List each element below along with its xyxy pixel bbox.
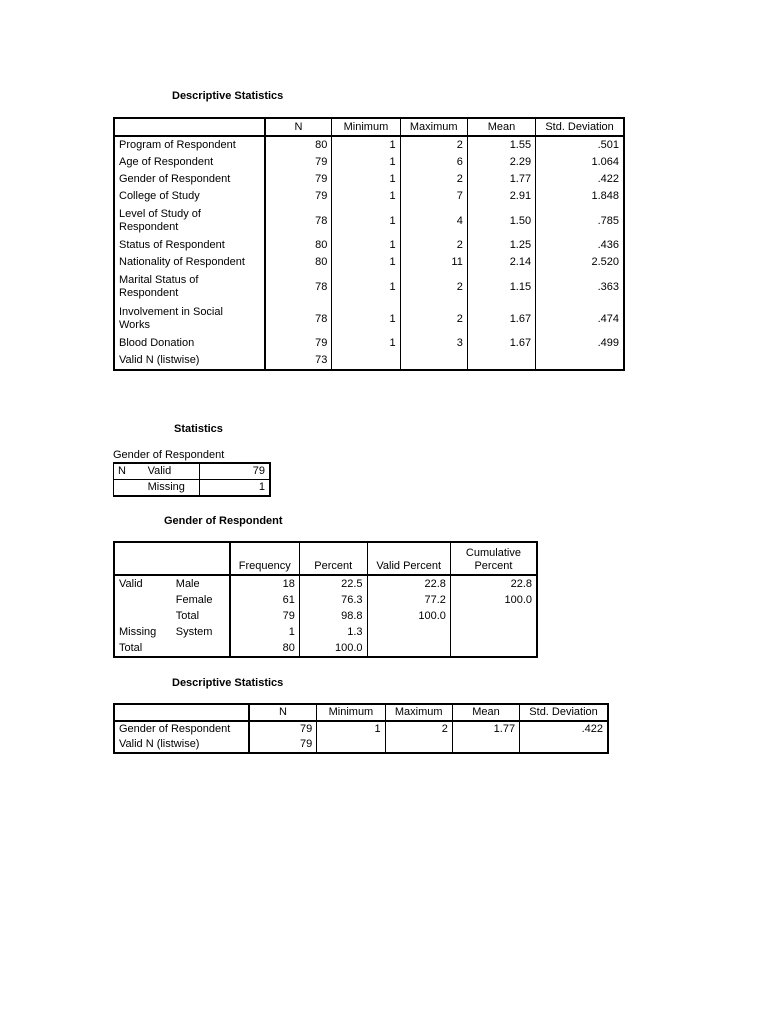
- header-corner: [114, 118, 265, 136]
- cell-sd: [520, 737, 608, 753]
- cell-valid-percent: 77.2: [367, 592, 450, 608]
- cell-sd: [536, 352, 624, 370]
- cell-mean: 1.77: [452, 721, 519, 737]
- cell-percent: 22.5: [299, 575, 367, 592]
- cell-max: [385, 737, 452, 753]
- header-corner: [114, 704, 249, 721]
- cell-n: 79: [265, 154, 332, 171]
- cell-mean: 1.15: [467, 271, 535, 303]
- cell-valid-percent: 100.0: [367, 608, 450, 624]
- n-label-spacer: [114, 480, 144, 497]
- row-group: [114, 608, 172, 624]
- cell-percent: 100.0: [299, 640, 367, 657]
- cell-max: 7: [400, 188, 467, 205]
- table-row: [114, 271, 624, 303]
- table-row: [114, 136, 624, 154]
- row-label: Blood Donation: [114, 335, 265, 352]
- col-header-valid-percent: Valid Percent: [367, 542, 450, 575]
- table-row: [114, 592, 537, 608]
- cell-mean: 2.91: [467, 188, 535, 205]
- row-label: College of Study: [114, 188, 265, 205]
- cell-sd: .499: [536, 335, 624, 352]
- table-row: [114, 237, 624, 254]
- row-label: Nationality of Respondent: [114, 254, 265, 271]
- row-label: Valid N (listwise): [114, 352, 265, 370]
- table-row: [114, 154, 624, 171]
- row-label: Involvement in Social Works: [114, 303, 265, 335]
- table-row: [114, 737, 608, 753]
- desc1-title: Descriptive Statistics: [172, 90, 284, 102]
- col-header-percent: Percent: [299, 542, 367, 575]
- cell-max: 6: [400, 154, 467, 171]
- row-label: Gender of Respondent: [114, 721, 249, 737]
- table-row: [114, 188, 624, 205]
- cell-frequency: 18: [230, 575, 300, 592]
- cell-mean: 1.67: [467, 335, 535, 352]
- row-label: Valid N (listwise): [114, 737, 249, 753]
- table-row: [114, 254, 624, 271]
- cell-max: 2: [400, 171, 467, 188]
- table-header-row: [114, 542, 537, 575]
- cell-n: 73: [265, 352, 332, 370]
- statistics-table: [113, 462, 271, 497]
- cell-valid-percent: 22.8: [367, 575, 450, 592]
- cell-cumulative-percent: 100.0: [450, 592, 537, 608]
- cell-n: 78: [265, 205, 332, 237]
- cell-mean: 2.14: [467, 254, 535, 271]
- table-row: [114, 352, 624, 370]
- cell-min: 1: [332, 303, 400, 335]
- cell-n: 80: [265, 237, 332, 254]
- cell-sd: .422: [520, 721, 608, 737]
- col-header-frequency: Frequency: [230, 542, 300, 575]
- row-category: Total: [172, 608, 230, 624]
- row-group: [114, 592, 172, 608]
- col-header-mean: Mean: [452, 704, 519, 721]
- row-category: Female: [172, 592, 230, 608]
- cell-cumulative-percent: [450, 624, 537, 640]
- row-label: Age of Respondent: [114, 154, 265, 171]
- cell-max: 4: [400, 205, 467, 237]
- cell-frequency: 61: [230, 592, 300, 608]
- table-header-row: [114, 118, 624, 136]
- cell-sd: 1.064: [536, 154, 624, 171]
- table-row: [114, 721, 608, 737]
- cell-mean: 1.77: [467, 171, 535, 188]
- valid-value: 79: [200, 463, 270, 480]
- cell-sd: .436: [536, 237, 624, 254]
- cell-frequency: 79: [230, 608, 300, 624]
- cell-min: 1: [332, 188, 400, 205]
- cell-n: 80: [265, 136, 332, 154]
- cell-min: [332, 352, 400, 370]
- cell-percent: 98.8: [299, 608, 367, 624]
- descriptive-statistics-table-2: [113, 703, 609, 754]
- row-group: Total: [119, 641, 143, 654]
- col-header-maximum: Maximum: [385, 704, 452, 721]
- cell-max: 2: [385, 721, 452, 737]
- cell-max: 2: [400, 271, 467, 303]
- cell-percent: 76.3: [299, 592, 367, 608]
- col-header-maximum: Maximum: [400, 118, 467, 136]
- cell-valid-percent: [367, 624, 450, 640]
- cell-frequency: 1: [230, 624, 300, 640]
- cell-mean: [452, 737, 519, 753]
- missing-label: Missing: [147, 481, 185, 493]
- valid-label: Valid: [144, 463, 200, 480]
- header-corner: [114, 542, 230, 575]
- cell-n: 78: [265, 271, 332, 303]
- cell-sd: 2.520: [536, 254, 624, 271]
- col-header-std-deviation: Std. Deviation: [520, 704, 608, 721]
- cell-cumulative-percent: 22.8: [450, 575, 537, 592]
- cell-mean: 1.25: [467, 237, 535, 254]
- row-label: Level of Study of Respondent: [114, 205, 265, 237]
- table-row: [114, 335, 624, 352]
- cell-mean: 1.55: [467, 136, 535, 154]
- cell-min: 1: [332, 335, 400, 352]
- row-category: [172, 640, 230, 657]
- col-header-mean: Mean: [467, 118, 535, 136]
- table-row: [114, 303, 624, 335]
- cell-n: 80: [265, 254, 332, 271]
- table-header-row: [114, 704, 608, 721]
- cell-sd: .785: [536, 205, 624, 237]
- cell-max: 2: [400, 303, 467, 335]
- col-header-cumulative-percent: Cumulative Percent: [450, 542, 537, 575]
- col-header-n: N: [249, 704, 317, 721]
- cell-min: 1: [332, 136, 400, 154]
- table-row: [114, 205, 624, 237]
- cell-cumulative-percent: [450, 640, 537, 657]
- cell-max: 11: [400, 254, 467, 271]
- cell-n: 79: [265, 171, 332, 188]
- cell-n: 79: [249, 737, 317, 753]
- col-header-minimum: Minimum: [317, 704, 385, 721]
- n-label: N: [114, 463, 144, 480]
- cell-min: 1: [332, 205, 400, 237]
- cell-mean: 1.67: [467, 303, 535, 335]
- cell-mean: 2.29: [467, 154, 535, 171]
- cell-max: 2: [400, 237, 467, 254]
- cell-n: 79: [265, 188, 332, 205]
- row-label: Gender of Respondent: [114, 171, 265, 188]
- row-category: Male: [172, 575, 230, 592]
- frequency-title: Gender of Respondent: [164, 515, 283, 527]
- cell-mean: [467, 352, 535, 370]
- cell-sd: .363: [536, 271, 624, 303]
- cell-max: 3: [400, 335, 467, 352]
- table-row: [114, 575, 537, 592]
- row-category: System: [172, 624, 230, 640]
- cell-min: 1: [332, 171, 400, 188]
- row-group: Missing: [119, 625, 157, 638]
- table-row: [114, 624, 537, 640]
- cell-min: 1: [317, 721, 385, 737]
- table-row: [114, 480, 271, 497]
- cell-max: 2: [400, 136, 467, 154]
- col-header-std-deviation: Std. Deviation: [536, 118, 624, 136]
- cell-valid-percent: [367, 640, 450, 657]
- cell-sd: .474: [536, 303, 624, 335]
- cell-percent: 1.3: [299, 624, 367, 640]
- missing-value: 1: [200, 480, 270, 497]
- cell-sd: .501: [536, 136, 624, 154]
- table-row: [114, 640, 537, 657]
- cell-sd: 1.848: [536, 188, 624, 205]
- statistics-title: Statistics: [174, 423, 223, 435]
- table-row: [114, 463, 271, 480]
- table-row: [114, 608, 537, 624]
- cell-max: [400, 352, 467, 370]
- cell-n: 79: [249, 721, 317, 737]
- col-header-minimum: Minimum: [332, 118, 400, 136]
- statistics-subtitle: Gender of Respondent: [113, 449, 225, 461]
- row-label: Marital Status of Respondent: [114, 271, 265, 303]
- row-group: Valid: [119, 577, 143, 590]
- cell-frequency: 80: [230, 640, 300, 657]
- gender-frequency-table: [113, 541, 538, 658]
- descriptive-statistics-table: [113, 117, 625, 371]
- row-label: Program of Respondent: [114, 136, 265, 154]
- cell-min: 1: [332, 237, 400, 254]
- cell-mean: 1.50: [467, 205, 535, 237]
- cell-min: 1: [332, 254, 400, 271]
- cell-cumulative-percent: [450, 608, 537, 624]
- cell-sd: .422: [536, 171, 624, 188]
- cell-min: 1: [332, 271, 400, 303]
- cell-n: 79: [265, 335, 332, 352]
- table-row: [114, 171, 624, 188]
- col-header-n: N: [265, 118, 332, 136]
- row-label: Status of Respondent: [114, 237, 265, 254]
- desc2-title: Descriptive Statistics: [172, 677, 284, 689]
- cell-n: 78: [265, 303, 332, 335]
- cell-min: 1: [332, 154, 400, 171]
- cell-min: [317, 737, 385, 753]
